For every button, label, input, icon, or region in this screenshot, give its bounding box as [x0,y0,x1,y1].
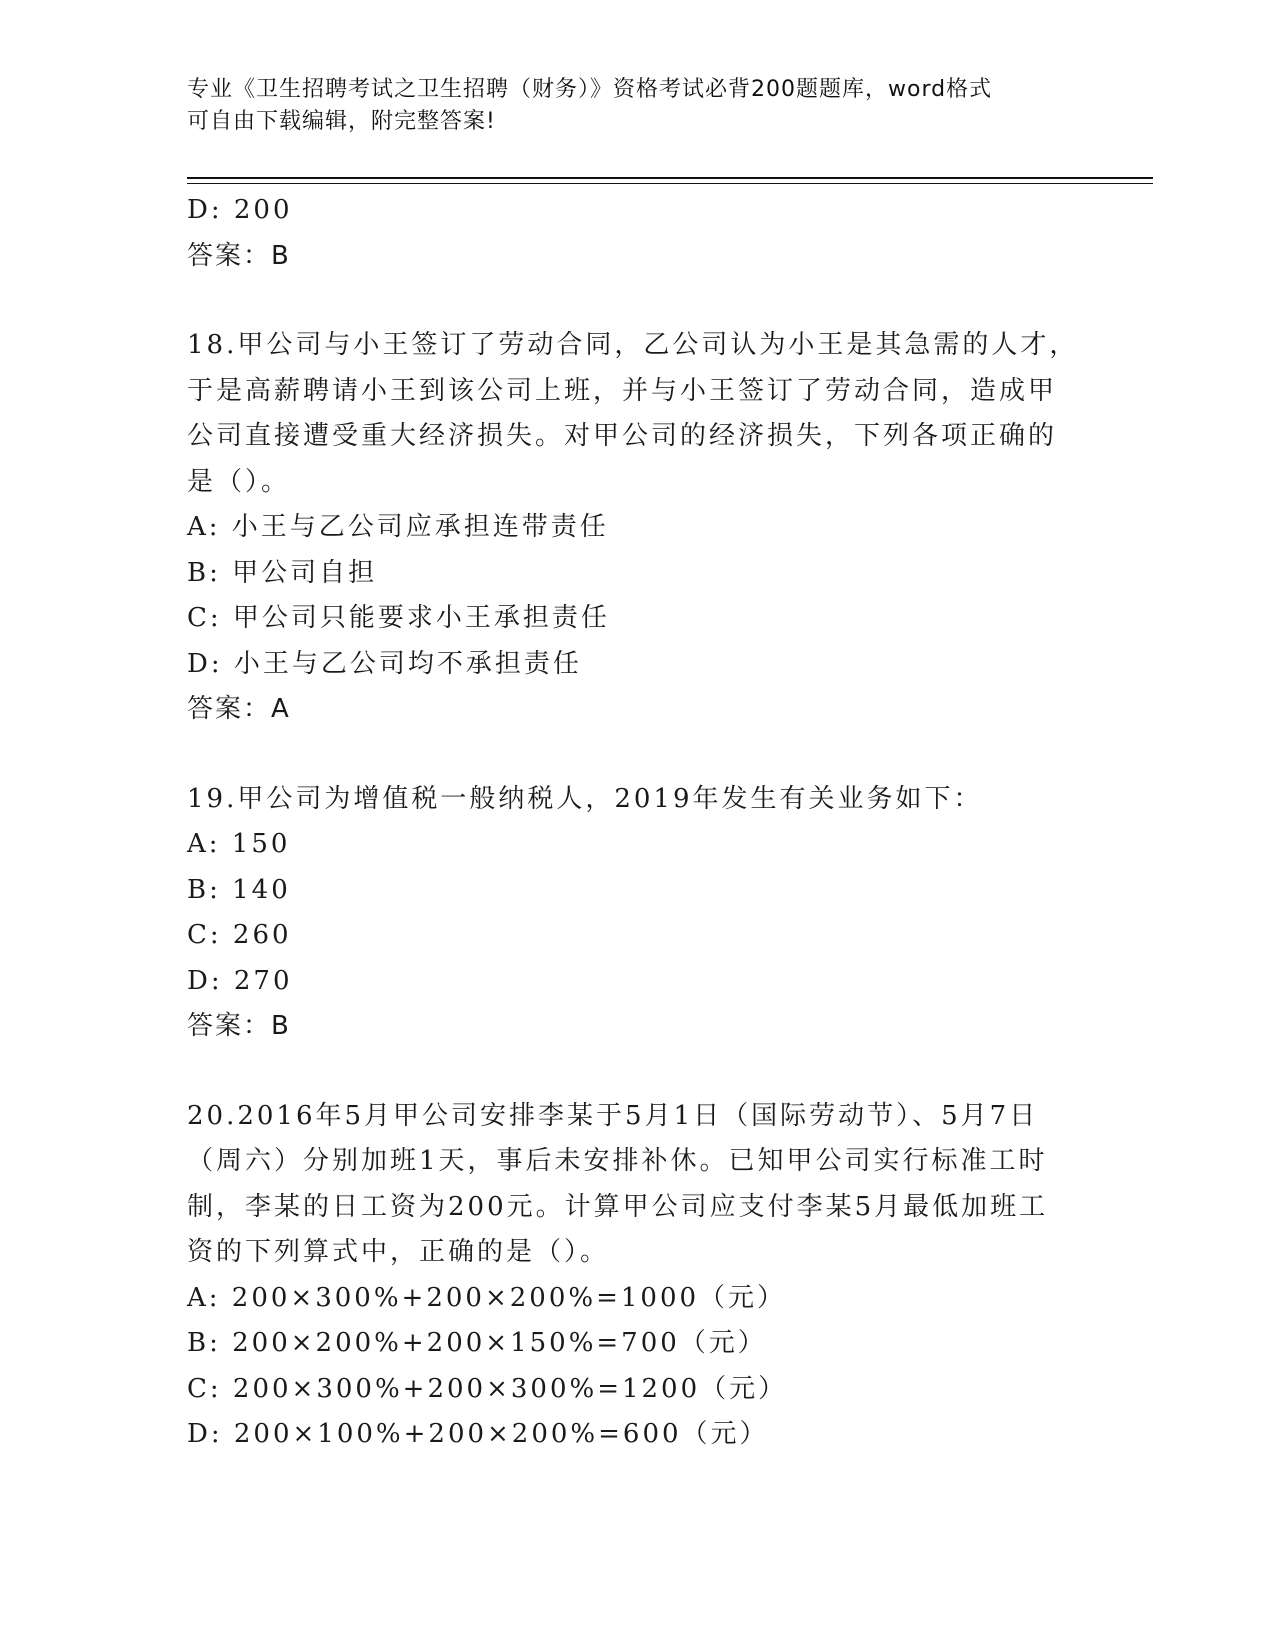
spacer [187,1050,1067,1094]
question-stem-line: 18.甲公司与小王签订了劳动合同，乙公司认为小王是其急需的人才， [187,330,1079,360]
option-d: D: 小王与乙公司均不承担责任 [187,648,582,679]
option-d: D: 200×100%+200×200%=600（元） [187,1419,769,1449]
question-20 [187,1094,1067,1458]
option-d: D: 270 [187,965,293,996]
header-rule-thin [187,183,1153,184]
question-19 [187,777,1067,1050]
answer-line: 答案：B [187,1011,291,1041]
option-a: A: 小王与乙公司应承担连带责任 [187,512,609,542]
header-line-1: 专业《卫生招聘考试之卫生招聘（财务）》资格考试必背200题题库，word格式 [187,77,993,102]
question-stem-line: 是（）。 [187,466,291,497]
previous-question-tail [187,188,1067,279]
option-b: B: 140 [187,874,291,905]
question-stem-line: 资的下列算式中，正确的是（）。 [187,1237,610,1267]
question-stem-line: 于是高薪聘请小王到该公司上班，并与小王签订了劳动合同，造成甲 [187,375,1058,406]
question-stem-line: 公司直接遭受重大经济损失。对甲公司的经济损失，下列各项正确的 [187,421,1058,451]
header-line-2: 可自由下载编辑，附完整答案! [187,109,496,134]
answer-line: 答案：A [187,694,291,724]
option-a: A: 150 [187,829,291,859]
question-18 [187,323,1079,733]
page-header [187,74,1067,138]
document-body [187,188,1079,1458]
option-b: B: 200×200%+200×150%=700（元） [187,1328,767,1358]
option-b: B: 甲公司自担 [187,557,378,588]
answer-line: 答案：B [187,240,291,271]
question-stem-line: 20.2016年5月甲公司安排李某于5月1日（国际劳动节）、5月7日 [187,1100,1039,1131]
option-d: D: 200 [187,195,293,225]
option-c: C: 200×300%+200×300%=1200（元） [187,1373,788,1404]
option-c: C: 甲公司只能要求小王承担责任 [187,603,610,633]
question-stem-line: 制，李某的日工资为200元。计算甲公司应支付李某5月最低加班工 [187,1191,1049,1222]
spacer [187,279,1067,323]
option-c: C: 260 [187,920,292,950]
option-a: A: 200×300%+200×200%=1000（元） [187,1282,787,1313]
header-rule-thick [187,177,1153,179]
question-stem-line: 19.甲公司为增值税一般纳税人，2019年发生有关业务如下： [187,783,983,814]
question-stem-line: （周六）分别加班1天，事后未安排补休。已知甲公司实行标准工时 [187,1146,1048,1176]
spacer [187,733,1067,777]
